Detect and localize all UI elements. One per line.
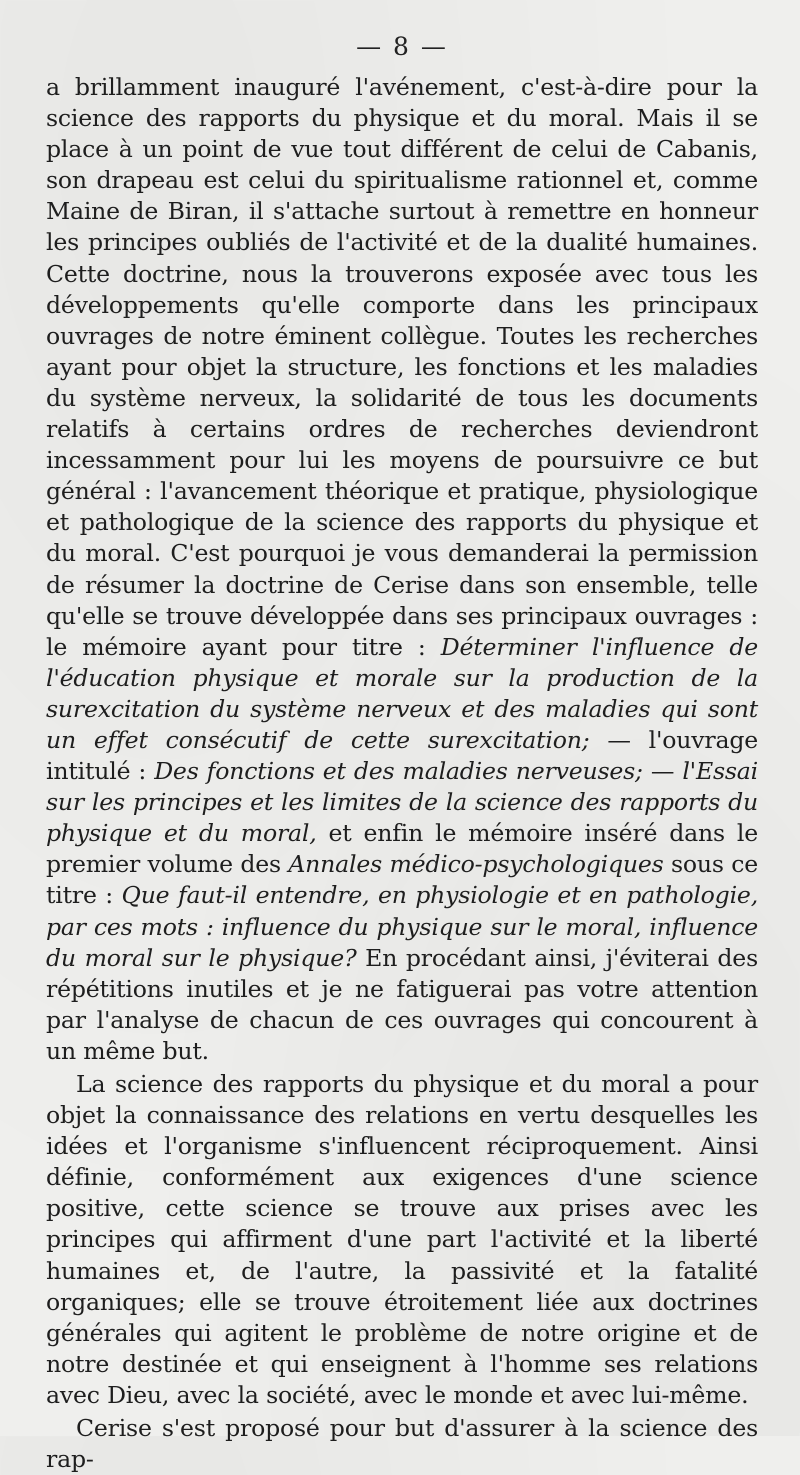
text-segment: La science des rapports du physique et du moral a pour objet la connaissance des relations en vertu desquelles les idées et l'organisme s'influencent réciproquement. Ainsi définie, conformément aux exigences d'une science positive, cette science se trouve aux prises avec les principes qui affirment d'une part l'activité et la liberté humaines et, de l'autre, la passivité et la fatalité organiques; elle se trouve étroitement liée aux doctrines générales qui agitent le problème de notre origine et de notre destinée et qui enseignent à l'homme ses relations avec Dieu, avec la société, avec le monde et avec lui-même. bbox=[46, 1070, 758, 1409]
text-segment: — bbox=[642, 757, 683, 786]
text-segment: — l'ouvrage intitulé : bbox=[46, 725, 758, 786]
italic-text-segment: Que faut-il entendre, en physiologie et en pathologie, par ces mots : influence du physique sur le moral, influence du moral sur le physique? bbox=[46, 881, 758, 972]
text-segment: Cerise s'est proposé pour but d'assurer à la science des rap- bbox=[46, 1414, 758, 1474]
paragraph-science-definition bbox=[46, 1069, 758, 1411]
paragraph-cerise-purpose bbox=[46, 1413, 758, 1475]
text-segment: a brillamment inauguré l'avénement, c'est-à-dire pour la science des rapports du physique et du moral. Mais il se place à un point de vue tout différent de celui de Cabanis, son drapeau est celui du spiritualisme rationnel et, comme Maine de Biran, il s'attache surtout à remettre en honneur les principes oubliés de l'activité et de la dualité humaines. Cette doctrine, nous la trouverons exposée avec tous les développements qu'elle comporte dans les principaux ouvrages de notre éminent collègue. Toutes les recherches ayant pour objet la structure, les fonctions et les maladies du système nerveux, la solidarité de tous les documents relatifs à certains ordres de recherches deviendront incessamment pour lui les moyens de poursuivre ce but général : l'avancement théorique et pratique, physiologique et pathologique de la science des rapports du physique et du moral. C'est pourquoi je vous demanderai la permission de résumer la doctrine de Cerise dans son ensemble, telle qu'elle se trouve développée dans ses principaux ouvrages : le mémoire ayant pour titre : bbox=[46, 73, 758, 661]
page-text-body bbox=[46, 72, 758, 1475]
italic-text-segment: Des fonctions et des maladies nerveuses; bbox=[154, 757, 643, 786]
text-segment: En procédant ainsi, j'éviterai des répétitions inutiles et je ne fatiguerai pas votre attention par l'analyse de chacun de ces ouvrages qui concourent à un même but. bbox=[46, 943, 758, 1065]
page-number: — 8 — bbox=[356, 32, 448, 61]
italic-text-segment: l'Essai sur les principes et les limites de la science des rapports du physique et du moral, bbox=[46, 757, 759, 848]
paragraph-continuation bbox=[46, 72, 758, 1067]
text-segment: et enfin le mémoire inséré dans le premier volume des bbox=[46, 819, 758, 879]
italic-text-segment: Annales médico-psychologiques bbox=[288, 850, 664, 879]
italic-text-segment: Déterminer l'influence de l'éducation physique et morale sur la production de la surexcitation du système nerveux et des maladies qui sont un effet consécutif de cette surexcitation; bbox=[46, 632, 758, 754]
text-segment: sous ce titre : bbox=[46, 850, 758, 910]
